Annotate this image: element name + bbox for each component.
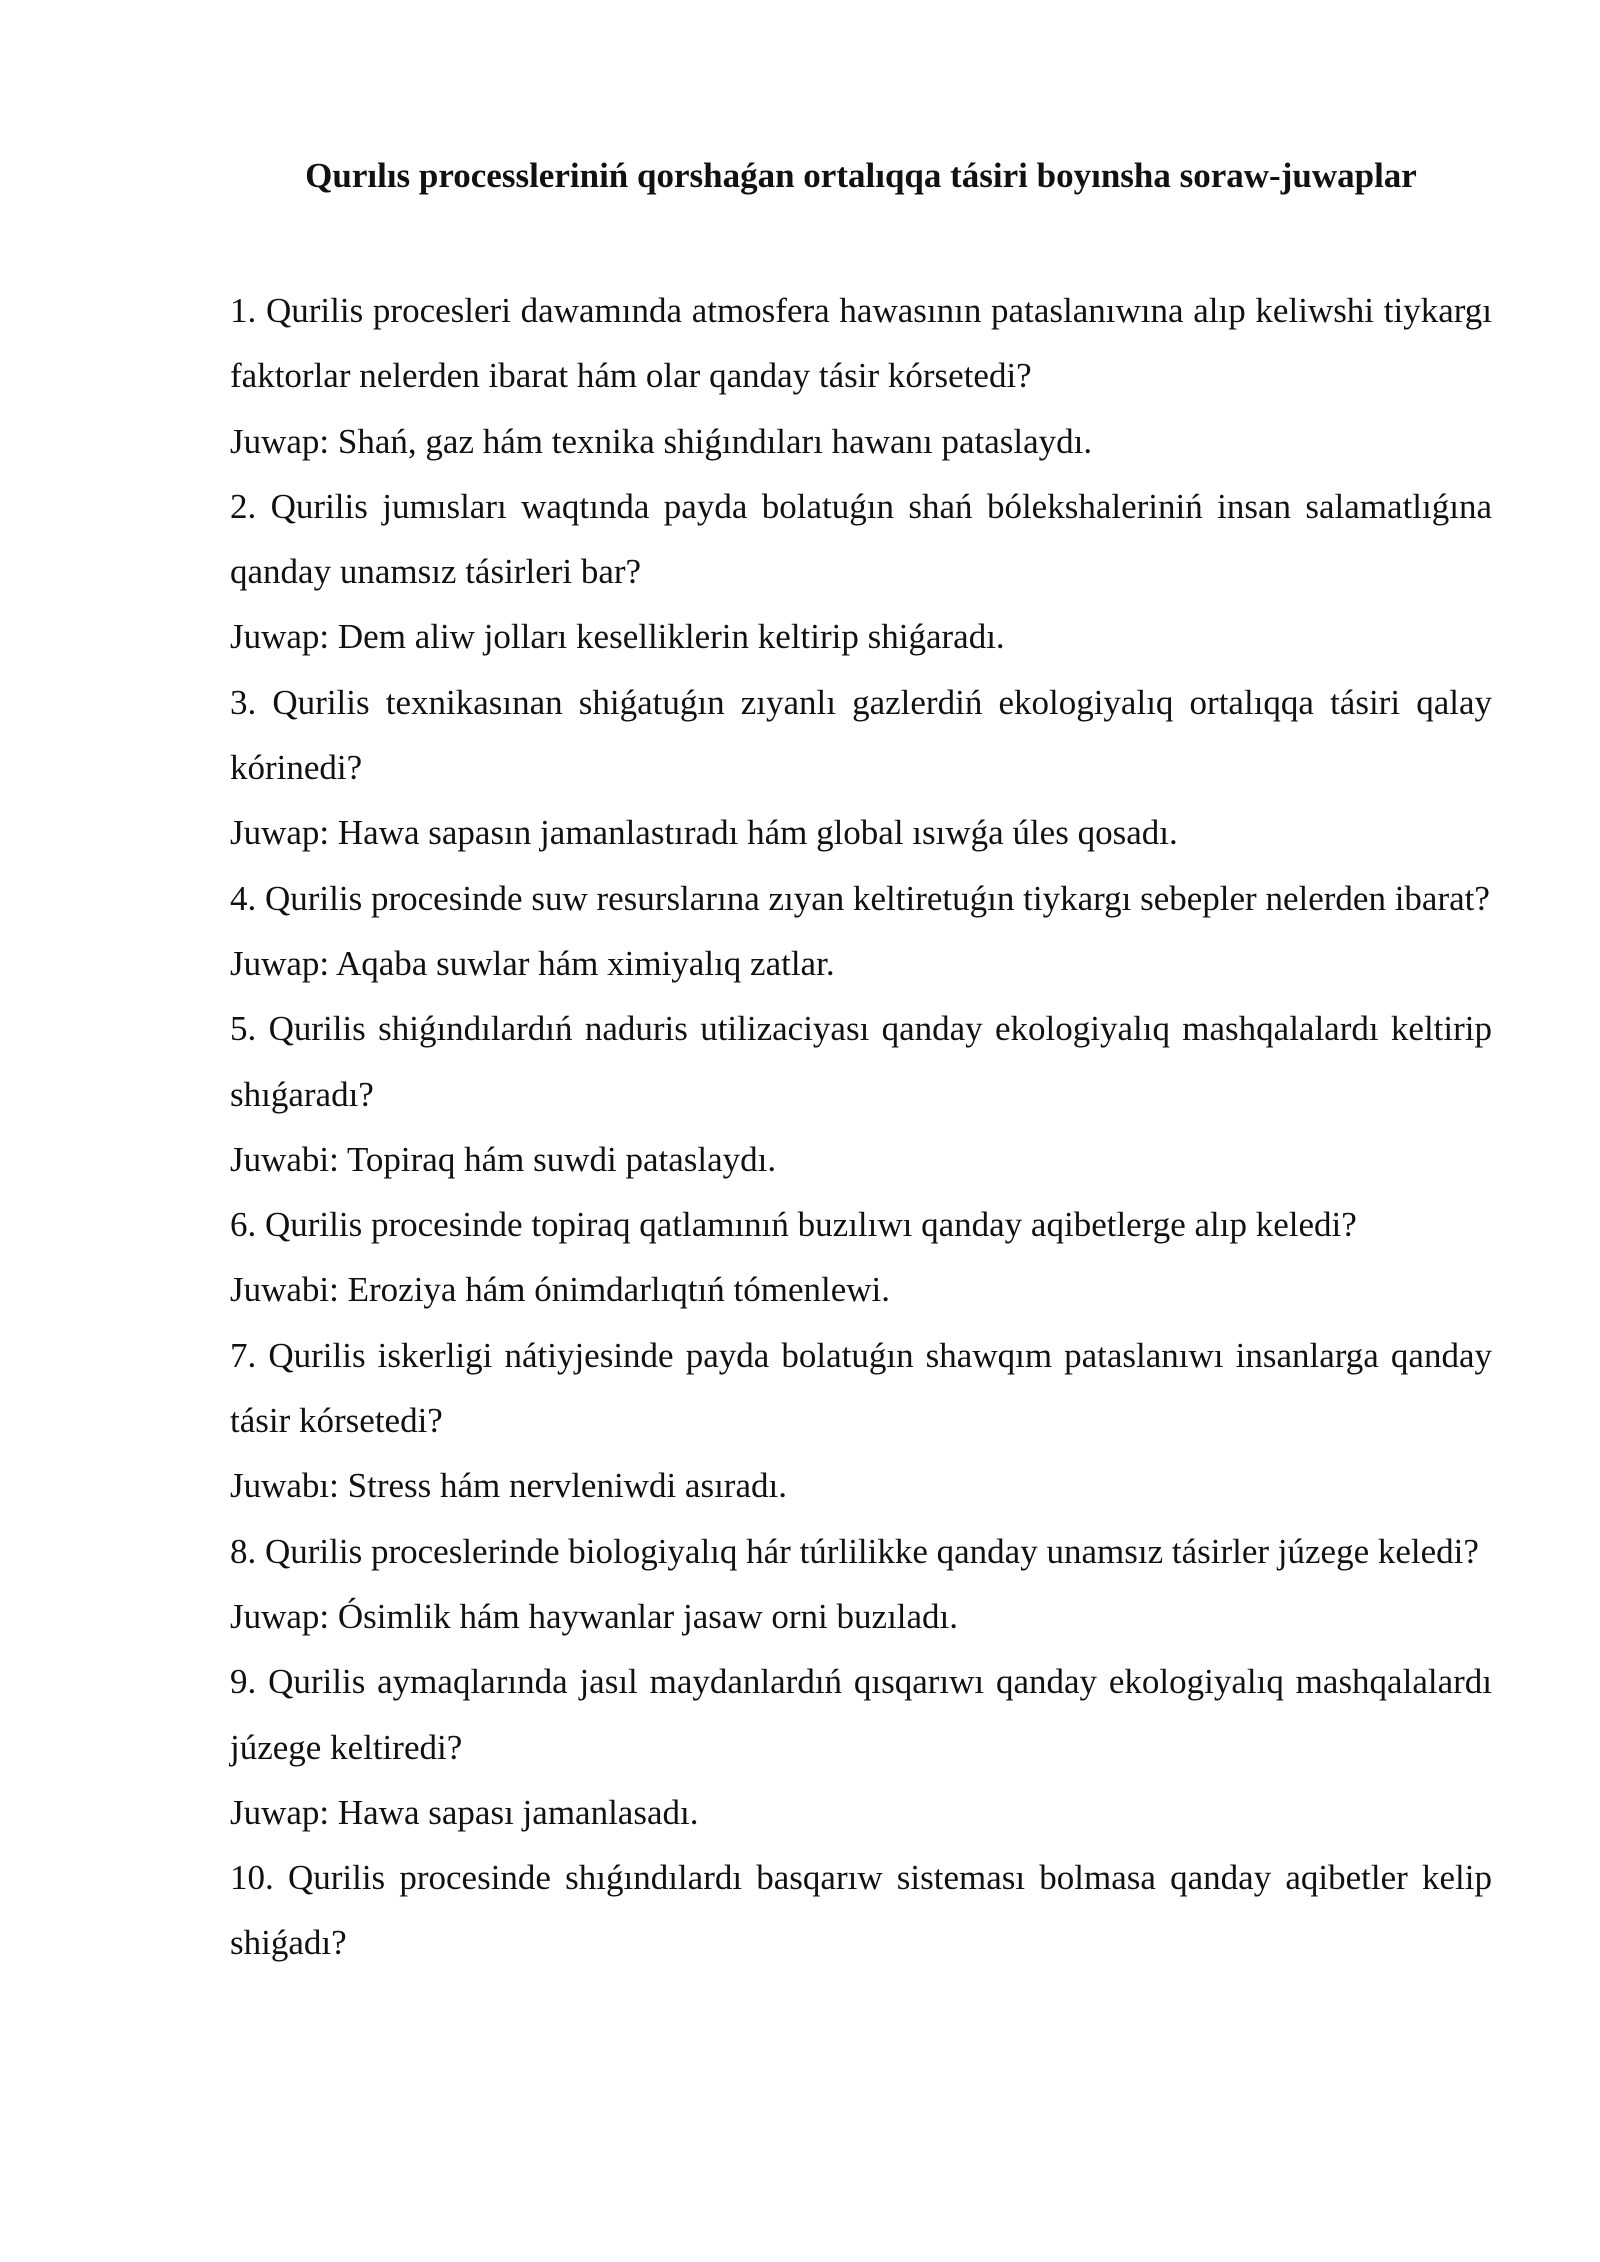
question-2: 2. Qurilis jumısları waqtında payda bolatuǵın shań bólekshaleriniń insan salamatlıǵına qanday unamsız tásirleri bar? — [230, 486, 1492, 592]
question-10: 10. Qurilis procesinde shıǵındılardı basqarıw sisteması bolmasa qanday aqibetler kelip shiǵadı? — [230, 1858, 1492, 1963]
answer-5: Juwabi: Topiraq hám suwdi pataslaydı. — [230, 1139, 777, 1179]
question-9: 9. Qurilis aymaqlarında jasıl maydanlardıń qısqarıwı qanday ekologiyalıq mashqalalardı júzege keltiredi? — [230, 1662, 1492, 1767]
answer-4: Juwap: Aqaba suwlar hám ximiyalıq zatlar. — [230, 943, 835, 983]
answer-2: Juwap: Dem aliw jolları keselliklerin keltirip shiǵaradı. — [230, 617, 1005, 657]
answer-7: Juwabı: Stress hám nervleniwdi asıradı. — [230, 1466, 787, 1506]
qa-list — [230, 278, 1492, 1976]
question-1: 1. Qurilis procesleri dawamında atmosfera hawasının pataslanıwına alıp keliwshi tiykargı faktorlar nelerden ibarat hám olar qanday tásir kórsetedi? — [230, 291, 1492, 396]
document-title: Qurılıs processleriniń qorshaǵan ortalıqqa tásiri boyınsha soraw-juwaplar — [305, 156, 1417, 195]
question-7: 7. Qurilis iskerligi nátiyjesinde payda bolatuǵın shawqım pataslanıwı insanlarga qanday tásir kórsetedi? — [230, 1335, 1492, 1441]
answer-6: Juwabi: Eroziya hám ónimdarlıqtıń tómenlewi. — [230, 1270, 890, 1310]
question-5: 5. Qurilis shiǵındılardıń naduris utilizaciyası qanday ekologiyalıq mashqalalardı keltirip shıǵaradı? — [230, 1009, 1492, 1114]
question-4: 4. Qurilis procesinde suw resurslarına zıyan keltiretuǵın tiykargı sebepler nelerden ibarat? — [230, 878, 1490, 918]
answer-9: Juwap: Hawa sapası jamanlasadı. — [230, 1792, 699, 1832]
answer-8: Juwap: Ósimlik hám haywanlar jasaw orni buzıladı. — [230, 1596, 959, 1636]
question-6: 6. Qurilis procesinde topiraq qatlamınıń buzılıwı qanday aqibetlerge alıp keledi? — [230, 1205, 1357, 1245]
answer-1: Juwap: Shań, gaz hám texnika shiǵındıları hawanı pataslaydı. — [230, 421, 1093, 461]
answer-3: Juwap: Hawa sapasın jamanlastıradı hám global ısıwǵa úles qosadı. — [230, 813, 1178, 853]
question-8: 8. Qurilis proceslerinde biologiyalıq hár túrlilikke qanday unamsız tásirler júzege keledi? — [230, 1531, 1479, 1571]
question-3: 3. Qurilis texnikasınan shiǵatuǵın zıyanlı gazlerdiń ekologiyalıq ortalıqqa tásiri qalay kórinedi? — [230, 682, 1492, 788]
